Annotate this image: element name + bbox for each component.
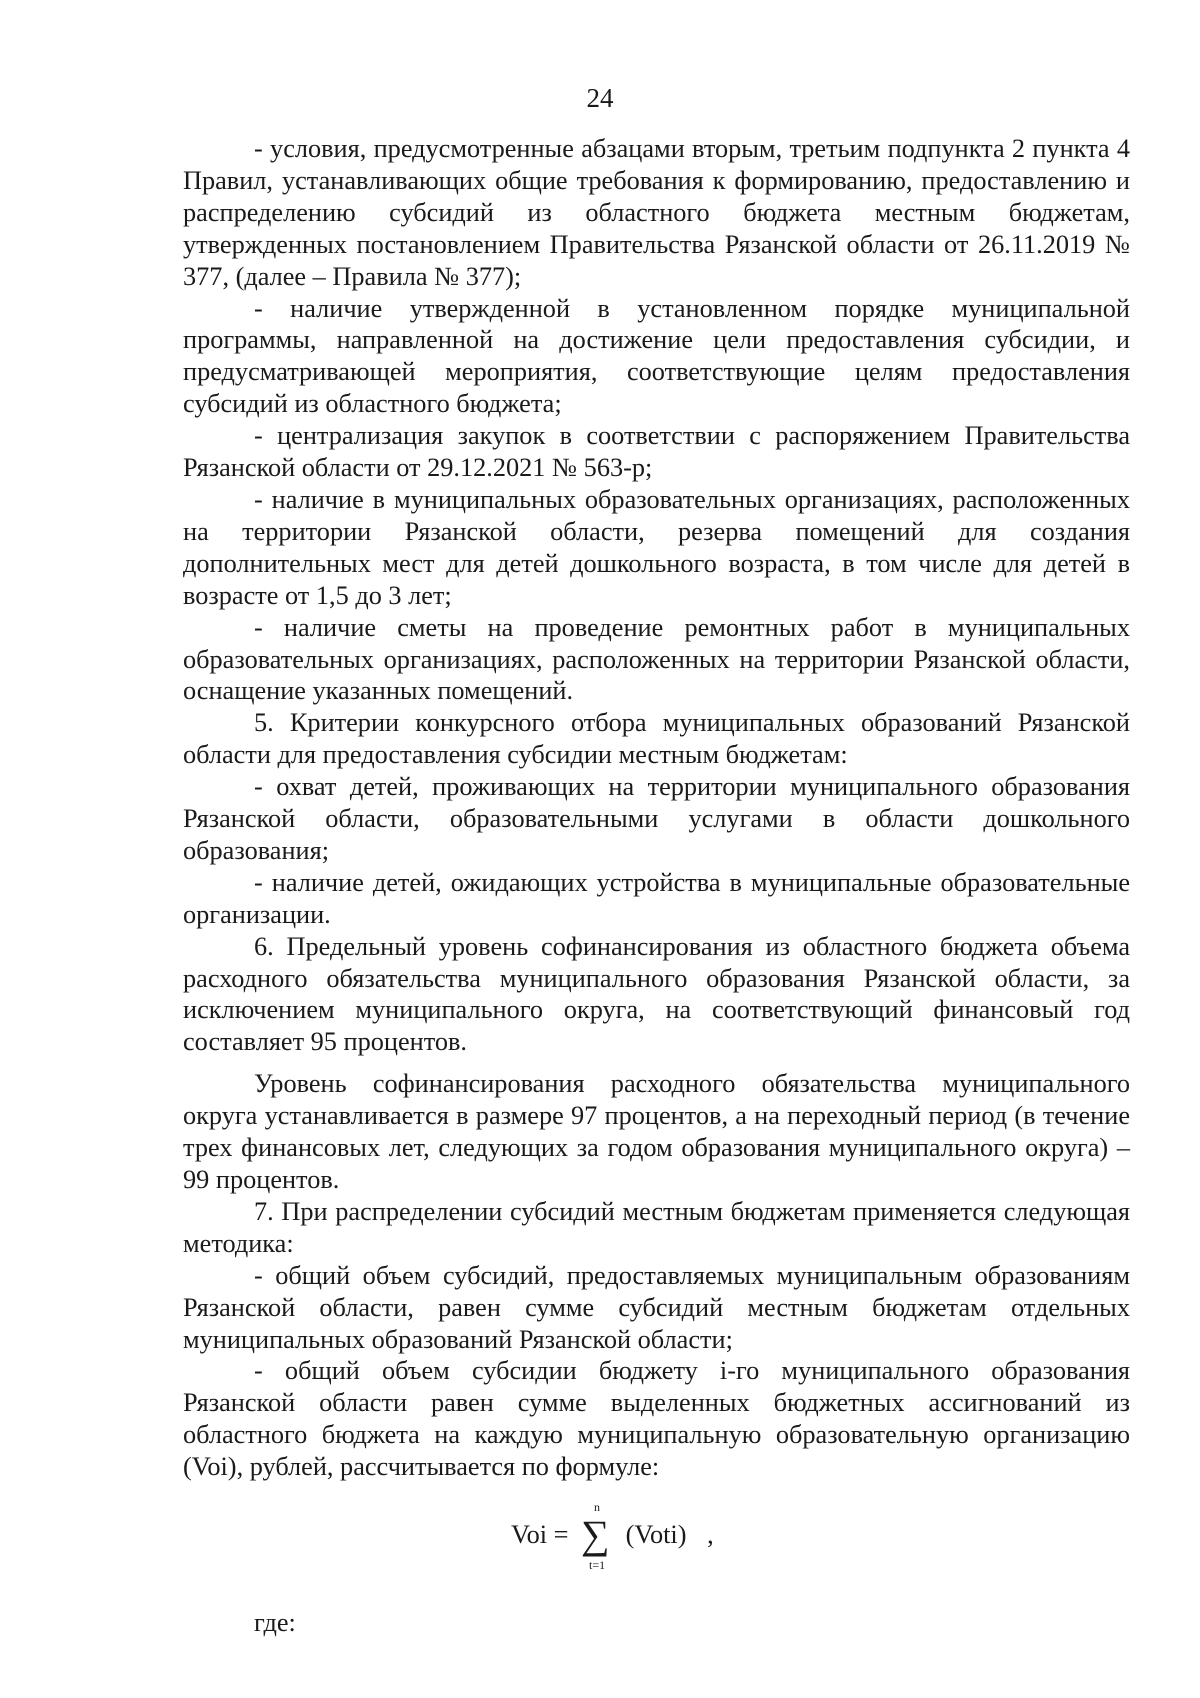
paragraph-municipal-program: - наличие утвержденной в установленном порядке муниципальной программы, направленной на достижение цели предоставления субсидии, и предусматривающей мероприятия, соответствующие целям предоставления субсидий из областного бюджета; [183,293,1130,419]
paragraph-children-waiting: - наличие детей, ожидающих устройства в муниципальные образовательные организации. [183,867,1130,929]
paragraph-cofinancing-limit: 6. Предельный уровень софинансирования из областного бюджета объема расходного обязательства муниципального образования Рязанской области, за исключением муниципального округа, на соответствующий финансовый год составляет 95 процентов. [183,931,1130,1057]
paragraph-premises-reserve: - наличие в муниципальных образовательных организациях, расположенных на территории Рязанской области, резерва помещений для создания дополнительных мест для детей дошкольного возраста, в том числе для детей в возрасте от 1,5 до 3 лет; [183,484,1130,610]
document-body [183,133,1130,1639]
formula-upper-limit: n [594,1500,601,1515]
paragraph-repair-estimate: - наличие сметы на проведение ремонтных работ в муниципальных образовательных организациях, расположенных на территории Рязанской области, оснащение указанных помещений. [183,612,1130,706]
paragraph-conditions-rules: - условия, предусмотренные абзацами вторым, третьим подпункта 2 пункта 4 Правил, устанавливающих общие требования к формированию, предоставлению и распределению субсидий из областного бюджета местным бюджетам, утвержденных постановлением Правительства Рязанской области от 26.11.2019 № 377, (далее – Правила № 377); [183,134,1130,291]
sum-formula [183,1489,1130,1599]
paragraph-distribution-method: 7. При распределении субсидий местным бюджетам применяется следующая методика: [183,1196,1130,1258]
paragraph-selection-criteria: 5. Критерии конкурсного отбора муниципальных образований Рязанской области для предоставления субсидии местным бюджетам: [183,708,1130,770]
where-label: где: [254,1608,296,1638]
paragraph-municipal-subsidy-formula-intro: - общий объем субсидии бюджету i-го муниципального образования Рязанской области равен сумме выделенных бюджетных ассигнований из областного бюджета на каждую муниципальную образовательную организацию (Voi), рублей, рассчитывается по формуле: [183,1356,1130,1482]
formula-term: (Voti) [625,1520,687,1550]
paragraph-children-coverage: - охват детей, проживающих на территории муниципального образования Рязанской области, образовательными услугами в области дошкольного образования; [183,772,1130,865]
paragraph-centralized-procurement: - централизация закупок в соответствии с распоряжением Правительства Рязанской области от 29.12.2021 № 563-р; [183,421,1130,483]
formula-lower-limit: t=1 [589,1558,606,1573]
paragraph-total-subsidy-volume: - общий объем субсидий, предоставляемых муниципальным образованиям Рязанской области, равен сумме субсидий местным бюджетам отдельных муниципальных образований Рязанской области; [183,1260,1130,1354]
summation-symbol [581,1500,617,1573]
sigma-glyph: ∑ [581,1512,610,1558]
page-number: 24 [586,83,614,113]
formula-trailing-comma: , [707,1520,714,1550]
formula-lhs: Voi = [511,1520,569,1550]
paragraph-municipal-district-cofinancing: Уровень софинансирования расходного обязательства муниципального округа устанавливается в размере 97 процентов, а на переходный период (в течение трех финансовых лет, следующих за годом образования муниципального округа) – 99 процентов. [183,1069,1130,1194]
